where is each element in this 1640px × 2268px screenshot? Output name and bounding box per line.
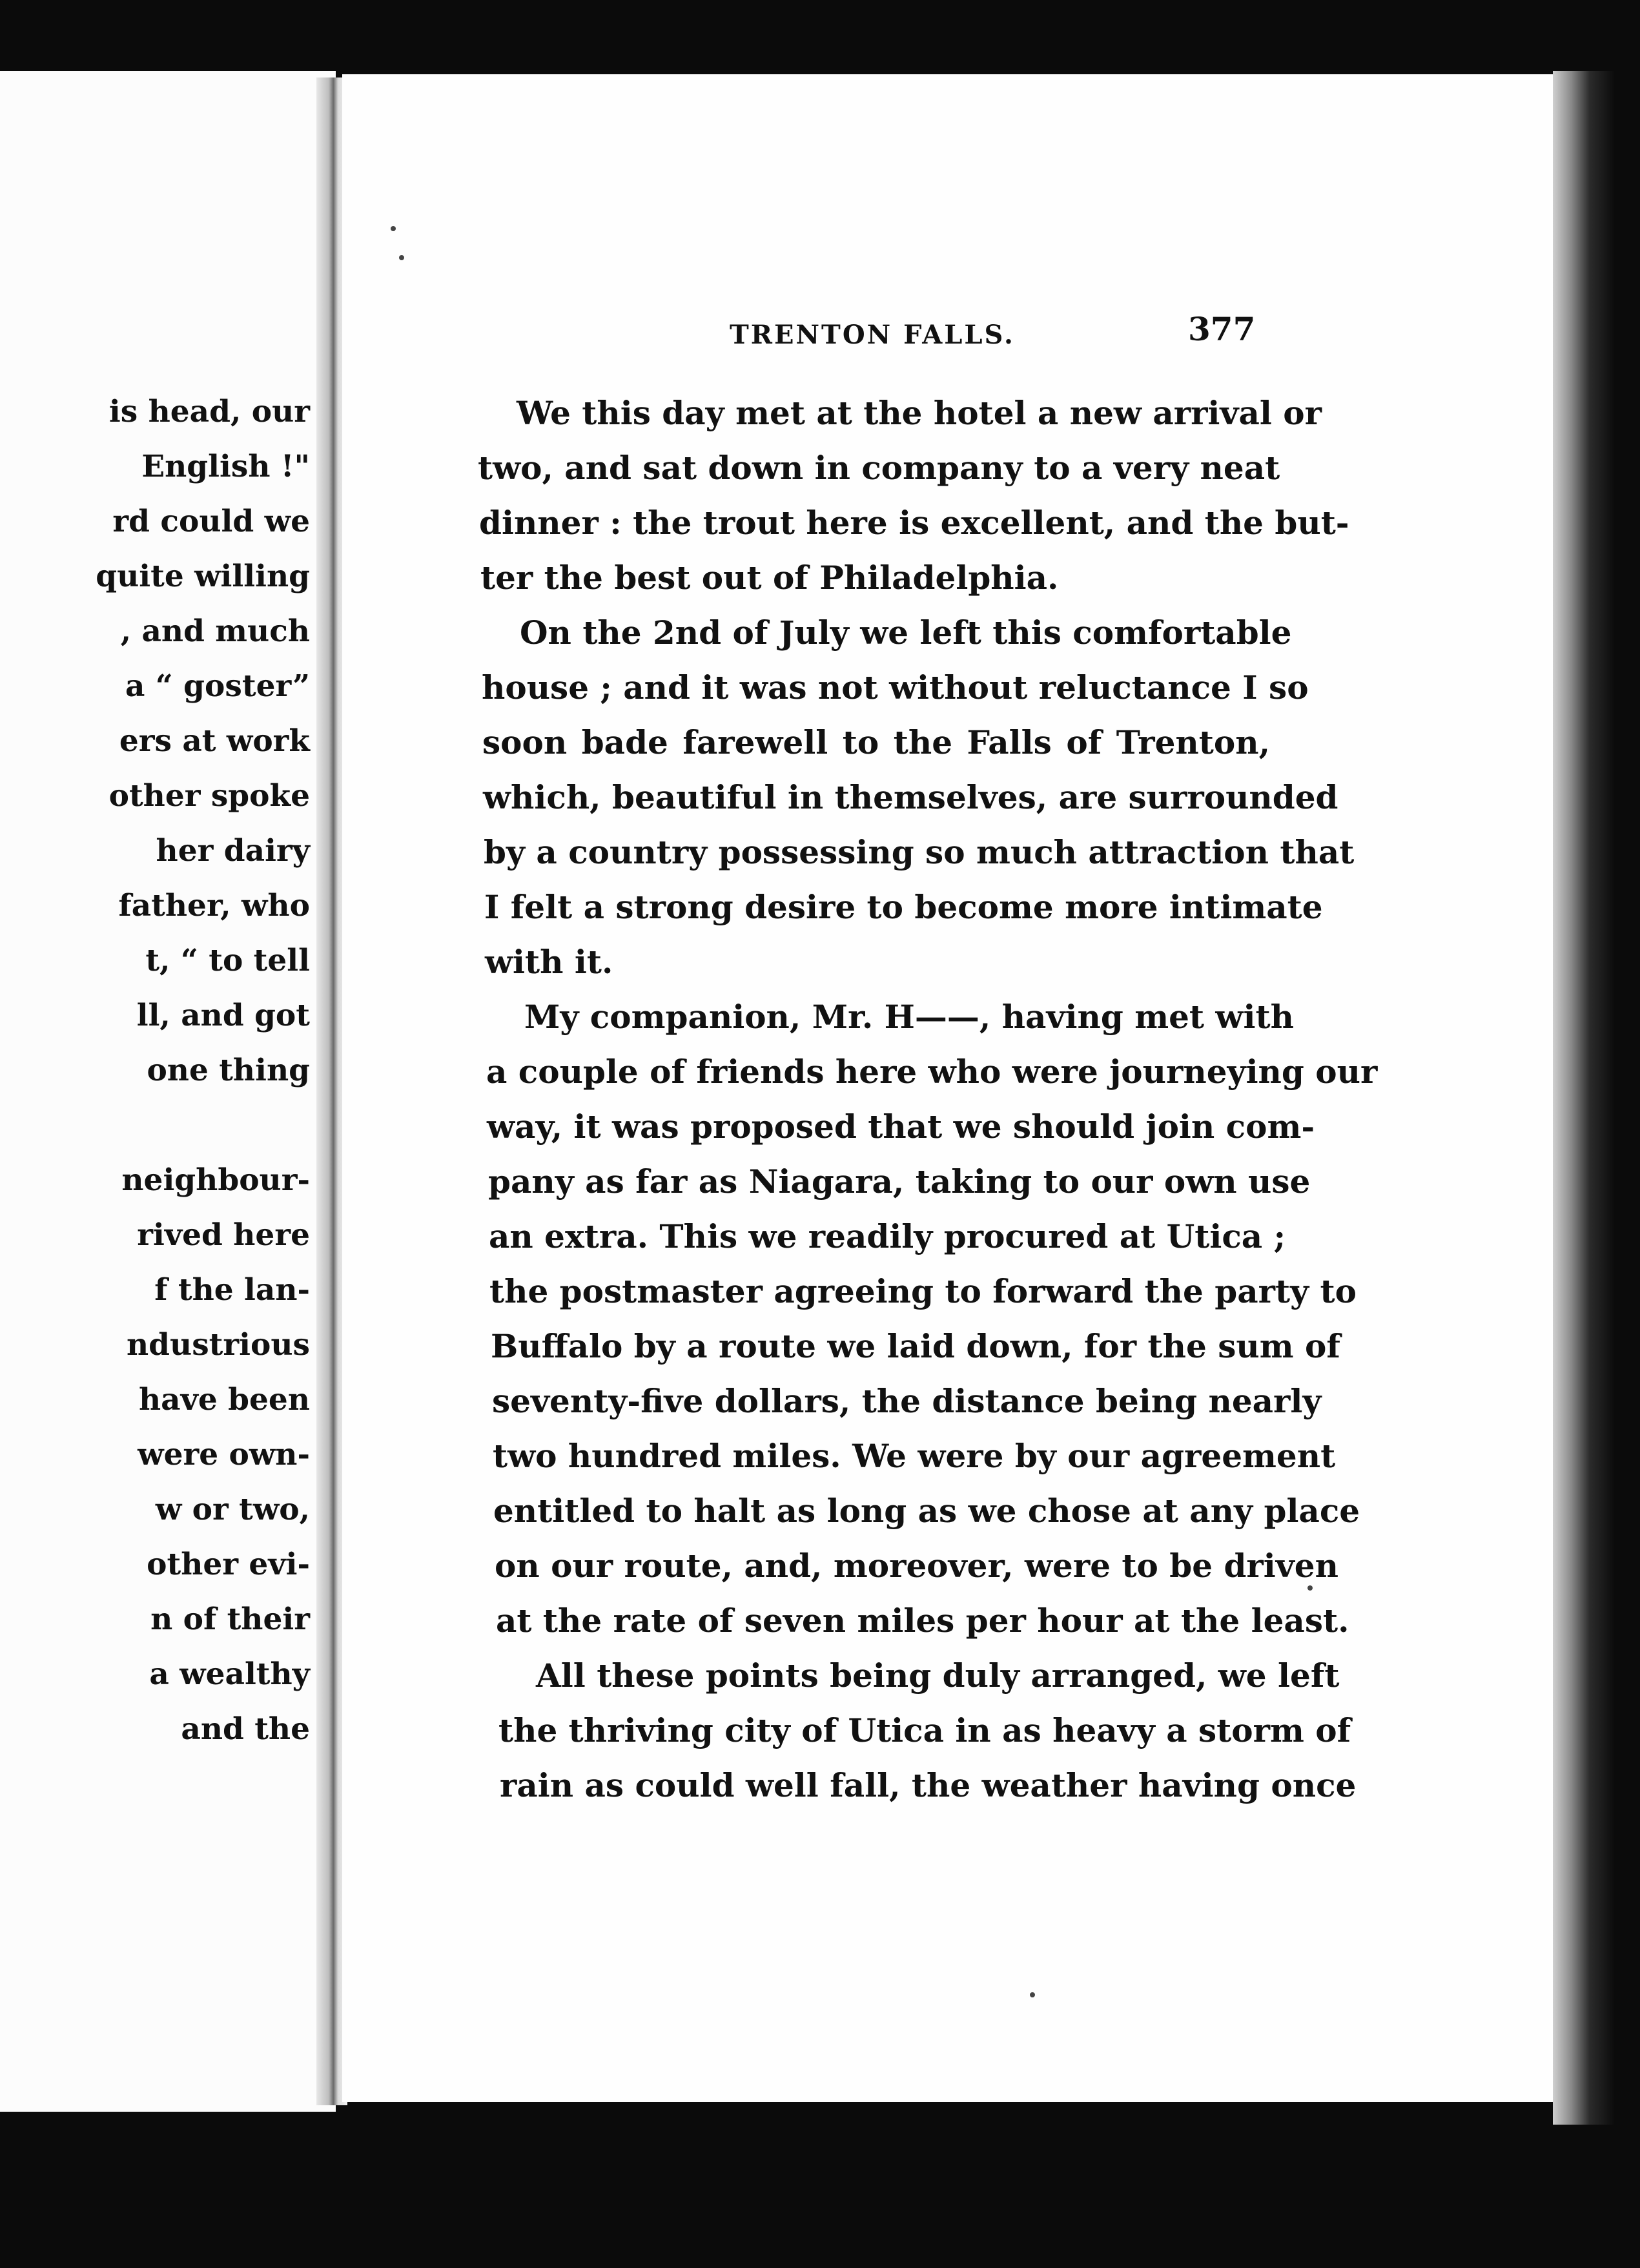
text-line: an extra. This we readily procured at Utica ; <box>489 1217 1286 1255</box>
left-text-line: is head, our <box>108 394 310 429</box>
text-line: soon bade farewell to the Falls of Trenton, <box>482 723 1270 761</box>
text-line: pany as far as Niagara, taking to our own use <box>488 1162 1311 1201</box>
text-line: two, and sat down in company to a very neat <box>478 449 1280 487</box>
left-text-line: other evi- <box>147 1547 310 1582</box>
left-text-line: her dairy <box>156 833 310 869</box>
left-text-line: English !" <box>141 449 310 484</box>
text-line: On the 2nd of July we left this comfortable <box>520 613 1292 652</box>
text-line: with it. <box>485 943 613 981</box>
text-line: at the rate of seven miles per hour at the least. <box>496 1602 1349 1640</box>
text-line: which, beautiful in themselves, are surrounded <box>483 778 1338 816</box>
left-text-line: one thing <box>147 1053 310 1088</box>
text-line: a couple of friends here who were journeying our <box>486 1053 1378 1091</box>
left-text-line: quite willing <box>96 559 310 594</box>
text-line: house ; and it was not without reluctance I so <box>482 668 1309 706</box>
left-text-line: have been <box>138 1382 310 1418</box>
text-line: My companion, Mr. H——, having met with <box>524 998 1294 1036</box>
left-text-line: a wealthy <box>149 1656 310 1692</box>
left-text-line: other spoke <box>108 778 310 814</box>
text-line: All these points being duly arranged, we left <box>536 1656 1340 1695</box>
ink-speck <box>1030 1992 1035 1997</box>
left-text-line: rived here <box>137 1217 310 1253</box>
left-text-line: neighbour- <box>121 1162 310 1198</box>
text-line: I felt a strong desire to become more intimate <box>484 888 1323 926</box>
left-text-line: , and much <box>120 613 310 649</box>
left-text-line: ll, and got <box>136 998 310 1033</box>
page-edge-shadow <box>1553 71 1614 2125</box>
ink-speck <box>399 255 404 260</box>
left-text-line: f the lan- <box>154 1272 310 1308</box>
page-number: 377 <box>1188 310 1256 348</box>
left-text-line: w or two, <box>155 1492 310 1527</box>
text-line: dinner : the trout here is excellent, and the but- <box>479 504 1349 542</box>
left-text-line: father, who <box>118 888 310 923</box>
left-text-line: t, “ to tell <box>145 943 310 978</box>
text-line: on our route, and, moreover, were to be driven <box>495 1547 1338 1585</box>
left-text-line: ndustrious <box>127 1327 310 1363</box>
left-text-line: and the <box>181 1711 310 1747</box>
ink-speck <box>391 226 396 231</box>
text-line: way, it was proposed that we should join com- <box>487 1108 1315 1146</box>
text-line: We this day met at the hotel a new arrival or <box>517 394 1322 432</box>
text-line: by a country possessing so much attraction that <box>484 833 1355 871</box>
left-text-line: a “ goster” <box>125 668 310 704</box>
left-facing-page <box>0 71 336 2112</box>
text-line: Buffalo by a route we laid down, for the sum of <box>491 1327 1340 1365</box>
left-text-line: rd could we <box>112 504 310 539</box>
text-line: ter the best out of Philadelphia. <box>480 559 1059 597</box>
text-line: two hundred miles. We were by our agreement <box>493 1437 1336 1475</box>
left-text-line: were own- <box>138 1437 310 1472</box>
left-text-line: ers at work <box>119 723 310 759</box>
left-text-line: n of their <box>150 1602 310 1637</box>
text-line: the thriving city of Utica in as heavy a storm of <box>498 1711 1351 1749</box>
text-line: seventy-five dollars, the distance being nearly <box>492 1382 1322 1420</box>
text-line: the postmaster agreeing to forward the party to <box>489 1272 1357 1310</box>
text-line: entitled to halt as long as we chose at any place <box>493 1492 1360 1530</box>
text-line: rain as could well fall, the weather having once <box>500 1766 1357 1804</box>
running-head: TRENTON FALLS. <box>730 320 1015 350</box>
ink-speck <box>1307 1585 1313 1591</box>
